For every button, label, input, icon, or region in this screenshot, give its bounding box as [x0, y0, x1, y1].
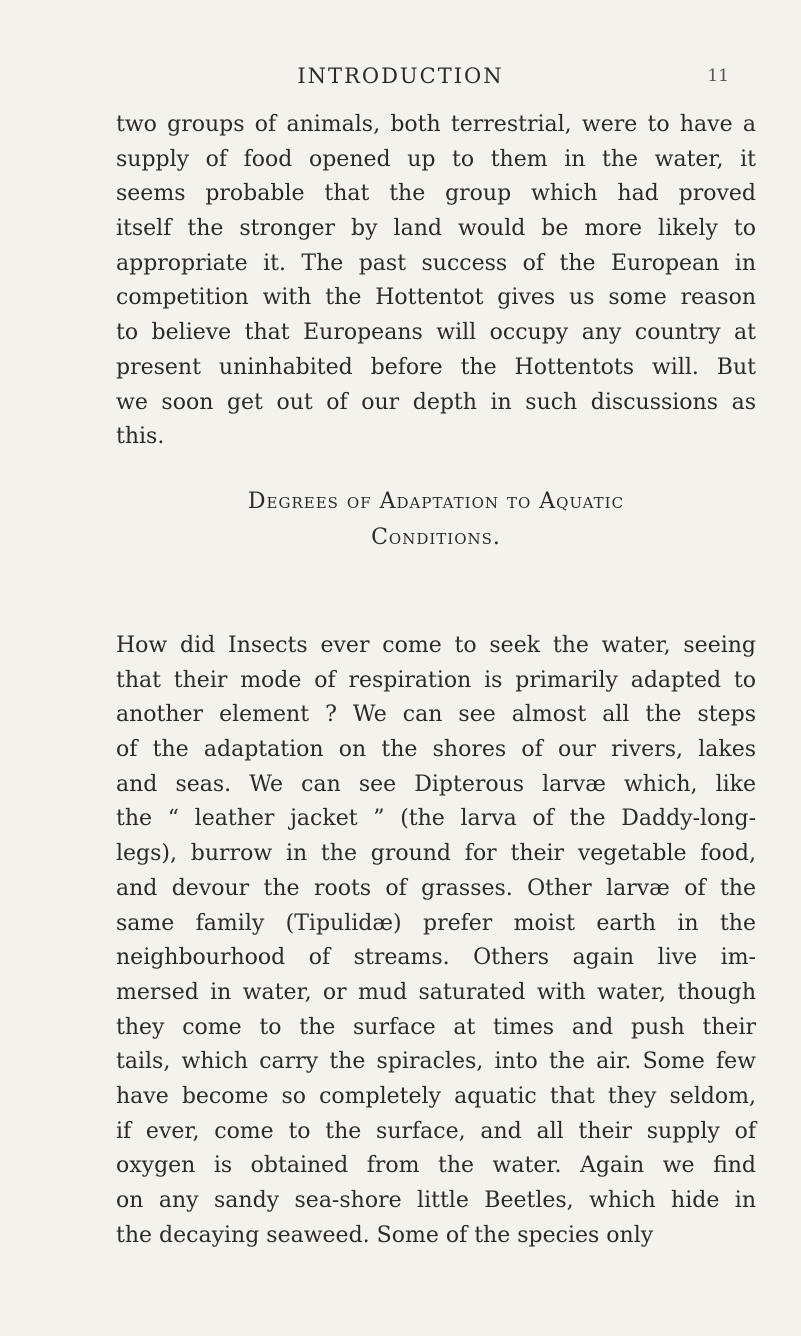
text-line: mersed in water, or mud saturated with water, though	[116, 979, 756, 1005]
text-line: on any sandy sea-shore little Beetles, which hide in	[116, 1188, 756, 1213]
section-heading	[116, 484, 756, 556]
paragraph-1	[116, 108, 756, 455]
text-line: present uninhabited before the Hottentots will. But	[116, 354, 756, 380]
text-line: seems probable that the group which had proved	[116, 181, 756, 207]
text-line: competition with the Hottentot gives us some reason	[116, 285, 756, 311]
text-line: and seas. We can see Dipterous larvæ which, like	[116, 771, 756, 797]
text-line: that their mode of respiration is primarily adapted to	[116, 667, 756, 693]
running-header-title: INTRODUCTION	[297, 64, 504, 88]
text-line: tails, which carry the spiracles, into the air. Some few	[116, 1049, 756, 1075]
text-line: the decaying seaweed. Some of the species only	[116, 1222, 654, 1248]
text-line: oxygen is obtained from the water. Again we find	[116, 1153, 756, 1179]
text-line: another element ? We can see almost all the steps	[116, 702, 756, 728]
text-line: legs), burrow in the ground for their vegetable food,	[116, 841, 756, 867]
text-line: if ever, come to the surface, and all their supply of	[116, 1118, 756, 1144]
text-line: and devour the roots of grasses. Other larvæ of the	[116, 875, 756, 901]
text-line: to believe that Europeans will occupy any country at	[116, 320, 756, 346]
text-line: two groups of animals, both terrestrial, were to have a	[116, 112, 756, 137]
running-header	[0, 64, 801, 92]
text-line: of the adaptation on the shores of our rivers, lakes	[116, 737, 756, 763]
text-line: this.	[116, 424, 165, 450]
text-line: neighbourhood of streams. Others again live im-	[116, 945, 756, 971]
text-line: have become so completely aquatic that they seldom,	[116, 1083, 756, 1109]
text-line: appropriate it. The past success of the European in	[116, 250, 756, 276]
section-heading-line-2: Conditions.	[371, 525, 501, 550]
text-line: we soon get out of our depth in such discussions as	[116, 389, 756, 415]
page-number: 11	[707, 66, 729, 86]
text-line: they come to the surface at times and push their	[116, 1014, 756, 1040]
paragraph-2	[116, 629, 756, 1253]
text-line: How did Insects ever come to seek the water, seeing	[116, 633, 756, 658]
text-line: supply of food opened up to them in the water, it	[116, 146, 756, 172]
text-line: itself the stronger by land would be more likely to	[116, 216, 756, 242]
text-line: same family (Tipulidæ) prefer moist earth in the	[116, 910, 756, 936]
section-heading-line-1: Degrees of Adaptation to Aquatic	[247, 489, 625, 514]
text-line: the “ leather jacket ” (the larva of the Daddy-long-	[116, 806, 756, 832]
